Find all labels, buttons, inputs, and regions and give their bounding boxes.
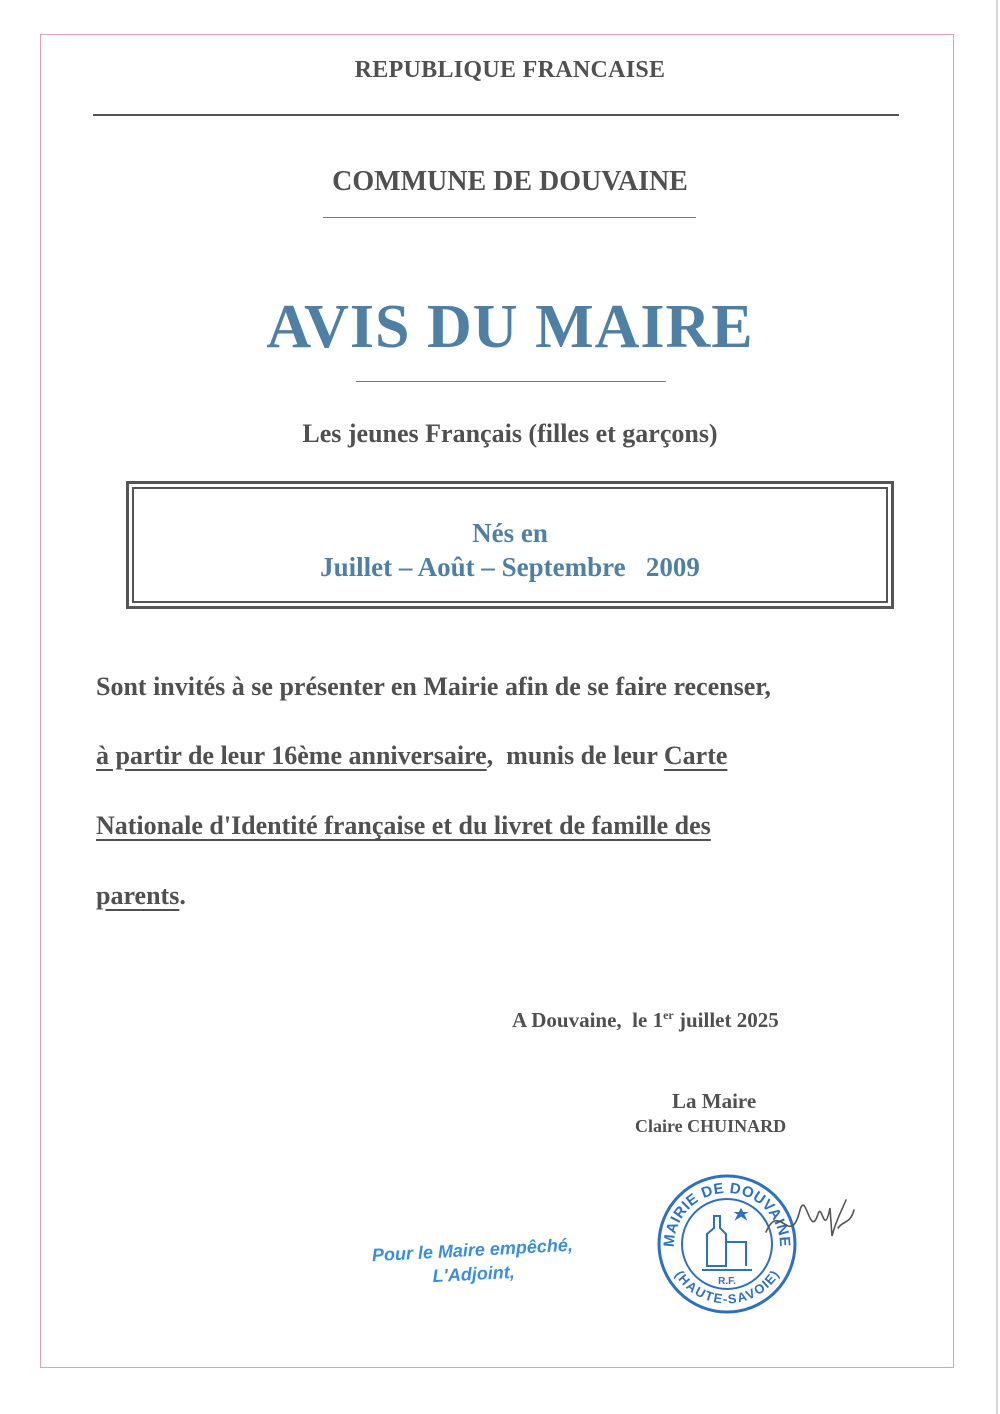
seal-top-text: MAIRIE DE DOUVAINE <box>660 1179 794 1248</box>
deputy-stamp-line-2: L'Adjoint, <box>432 1261 516 1287</box>
audience-line: Les jeunes Français (filles et garçons) <box>302 419 718 448</box>
birth-months: Juillet – Août – Septembre 2009 <box>320 552 700 582</box>
seal-center-text: R.F. <box>718 1276 736 1287</box>
body-line-2-middle: , munis de leur <box>486 741 664 770</box>
birth-period-box <box>126 481 894 609</box>
date-superscript: er <box>663 1008 674 1022</box>
date-prefix: A Douvaine, le 1 <box>512 1008 664 1032</box>
place-and-date <box>512 1008 779 1033</box>
parents-word: parents <box>96 881 180 910</box>
body-line-4 <box>96 881 186 911</box>
date-suffix: juillet 2025 <box>673 1008 779 1032</box>
age-condition: à partir de leur 16ème anniversaire <box>96 741 487 770</box>
republic-heading: REPUBLIQUE FRANCAISE <box>354 57 666 83</box>
scan-edge <box>996 0 998 1414</box>
deputy-stamp-line-1: Pour le Maire empêché, <box>371 1234 574 1266</box>
id-card-start: Carte <box>663 741 728 770</box>
notice-title: AVIS DU MAIRE <box>266 293 754 361</box>
seal-bottom-text: (HAUTE-SAVOIE) <box>672 1267 782 1307</box>
final-period: . <box>179 881 186 910</box>
signatory-title: La Maire <box>672 1089 757 1113</box>
body-line-3 <box>96 811 711 841</box>
body-line-2 <box>96 741 727 771</box>
handwritten-signature <box>760 1180 860 1260</box>
commune-divider <box>323 217 696 218</box>
born-label: Nés en <box>472 518 548 548</box>
commune-heading: COMMUNE DE DOUVAINE <box>332 166 688 197</box>
title-divider <box>356 381 666 382</box>
required-documents: Nationale d'Identité française et du livret de famille des <box>96 811 711 840</box>
body-line-1: Sont invités à se présenter en Mairie afin de se faire recenser, <box>96 672 771 701</box>
header-divider <box>93 114 899 116</box>
signatory-name: Claire CHUINARD <box>635 1116 787 1136</box>
seal-emblem-icon <box>702 1210 752 1270</box>
